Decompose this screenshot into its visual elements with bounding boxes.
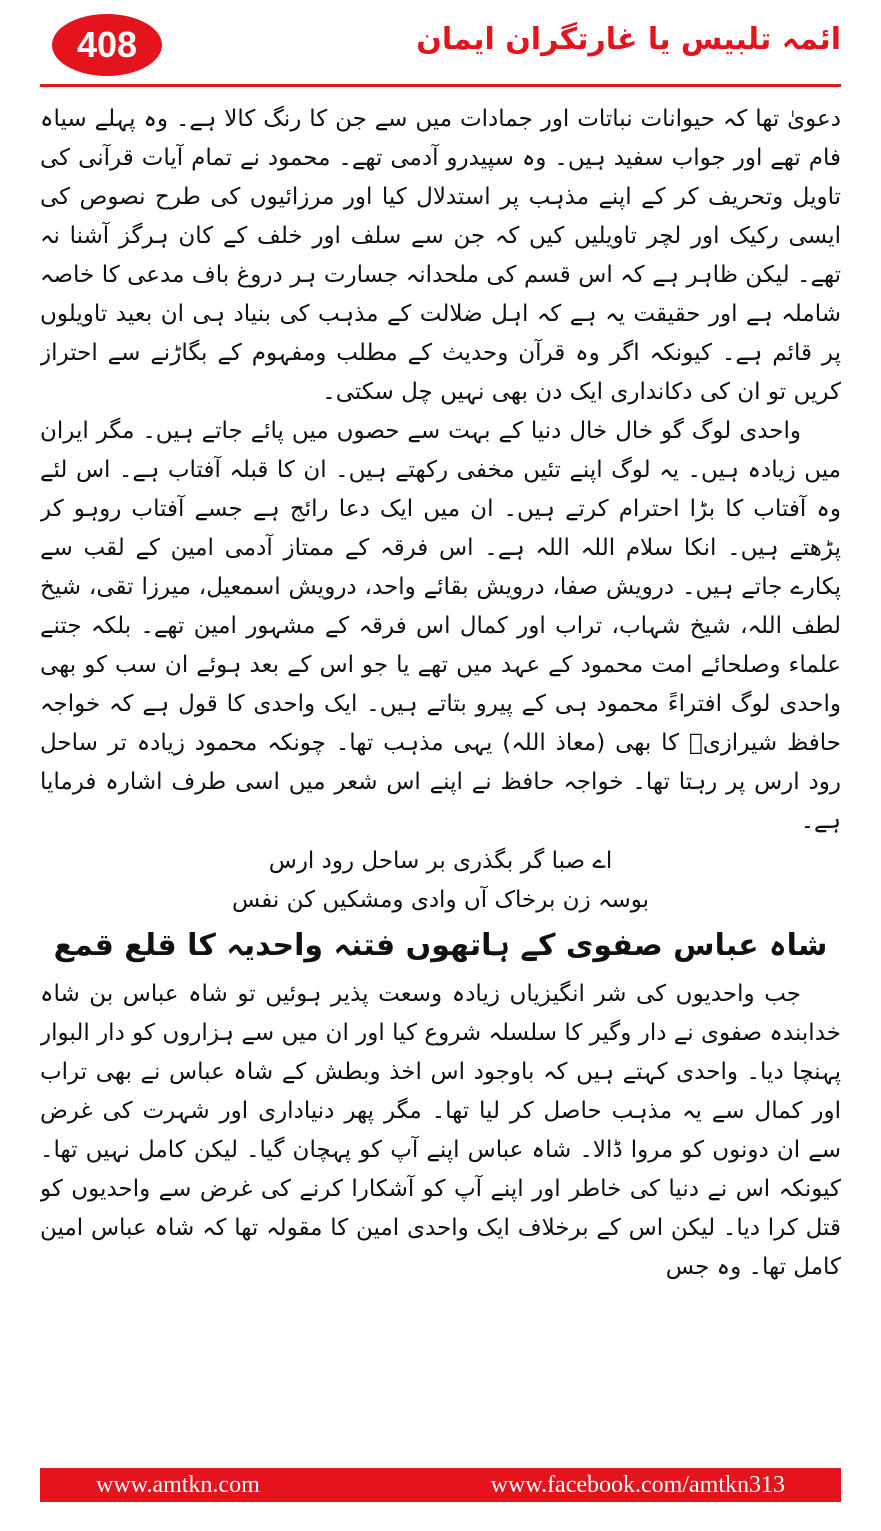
header-divider [40,84,841,87]
book-title: ائمہ تلبیس یا غارتگران ایمان [416,22,841,57]
verse-line-2: بوسہ زن برخاک آں وادی ومشکیں کن نفس [231,887,650,913]
body-paragraph-2: واحدی لوگ گو خال خال دنیا کے بہت سے حصوں میں پائے جاتے ہیں۔ مگر ایران میں زیادہ ہیں۔ یہ لوگ اپنے تئیں مخفی رکھتے ہیں۔ ان کا قبلہ آفتاب ہے۔ اس لئے وہ آفتاب کا بڑا احترام کرتے ہیں۔ ان میں ایک دعا رائج ہے جسے آفتاب روہو کر پڑھتے ہیں۔ انکا سلام اللہ اللہ ہے۔ اس فرقہ کے ممتاز آدمی امین کے لقب سے پکارے جاتے ہیں۔ درویش صفا، درویش بقائے واحد، درویش اسمعیل، میرزا تقی، شیخ لطف اللہ، شیخ شہاب، تراب اور کمال اس فرقہ کے مشہور امین تھے۔ بلکہ جتنے علماء وصلحائے امت محمود کے عہد میں تھے یا جو اس کے بعد ہوئے ان سب کو بھی واحدی لوگ افتراءً محمود ہی کے پیرو بتاتے ہیں۔ ایک واحدی کا قول ہے کہ خواجہ حافظ شیرازیؒ کا بھی (معاذ اللہ) یہی مذہب تھا۔ چونکہ محمود زیادہ تر ساحل رود ارس پر رہتا تھا۔ خواجہ حافظ نے اپنے اس شعر میں اسی طرف اشارہ فرمایا ہے۔ [40,418,841,834]
page-body [40,100,841,1443]
facebook-url[interactable]: www.facebook.com/amtkn313 [490,1471,785,1498]
verse-line-1: اے صبا گر بگذری بر ساحل رود ارس [268,848,613,874]
body-paragraph-1: دعویٰ تھا کہ حیوانات نباتات اور جمادات میں سے جن کا رنگ کالا ہے۔ وہ پہلے سیاہ فام تھے اور جواب سفید ہیں۔ وہ سپیدرو آدمی تھے۔ محمود نے تمام آیات قرآنی کی تاویل وتحریف کر کے اپنے مذہب پر استدلال کیا اور مرزائیوں کی طرح نصوص کی ایسی رکیک اور لچر تاویلیں کیں کہ جن سے سلف اور خلف کے کان ہرگز آشنا نہ تھے۔ لیکن ظاہر ہے کہ اس قسم کی ملحدانہ جسارت ہر دروغ باف مدعی کا خاصہ شاملہ ہے اور حقیقت یہ ہے کہ اہل ضلالت کے مذہب کی بنیاد ہی ان بعید تاویلوں پر قائم ہے۔ کیونکہ اگر وہ قرآن وحدیث کے مطلب ومفہوم کے بگاڑنے سے احتراز کریں تو ان کی دکانداری ایک دن بھی نہیں چل سکتی۔ [40,106,841,405]
page-header [0,0,881,84]
website-url[interactable]: www.amtkn.com [96,1471,260,1498]
page-number-badge: 408 [52,14,162,76]
body-paragraph-3: جب واحدیوں کی شر انگیزیاں زیادہ وسعت پذیر ہوئیں تو شاہ عباس بن شاہ خدابندہ صفوی نے دار وگیر کا سلسلہ شروع کیا اور ان میں سے ہزاروں کو دار البوار پہنچا دیا۔ واحدی کہتے ہیں کہ باوجود اس اخذ وبطش کے شاہ عباس نے بھی تراب اور کمال سے یہ مذہب حاصل کر لیا تھا۔ مگر پھر دنیاداری اور شہرت کی غرض سے ان دونوں کو مروا ڈالا۔ شاہ عباس اپنے آپ کو پہچان گیا۔ لیکن کامل نہیں تھا۔ کیونکہ اس نے دنیا کی خاطر اور اپنے آپ کو آشکارا کرنے کی غرض سے واحدیوں کو قتل کرا دیا۔ لیکن اس کے برخلاف ایک واحدی امین کا مقولہ تھا کہ شاہ عباس امین کامل تھا۔ وہ جس [40,981,841,1280]
page-footer [40,1468,841,1502]
section-heading: شاہ عباس صفوی کے ہاتھوں فتنہ واحدیہ کا قلع قمع [53,928,828,963]
